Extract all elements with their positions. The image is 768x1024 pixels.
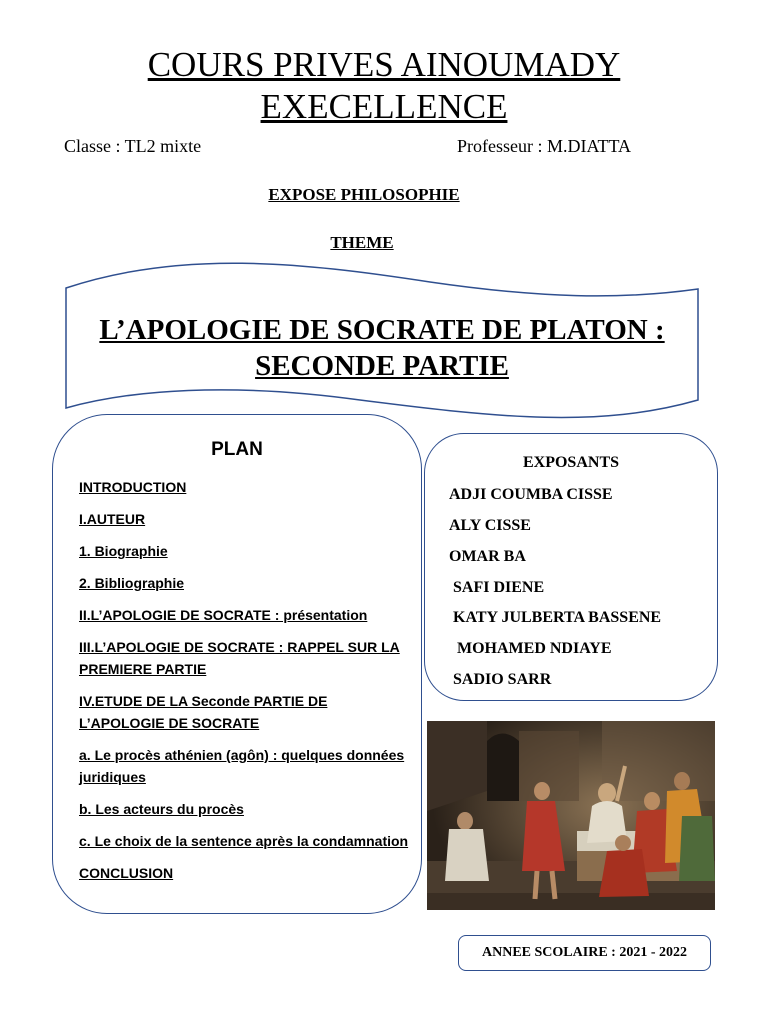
plan-box xyxy=(52,414,422,914)
presenter-name: SADIO SARR xyxy=(453,671,552,688)
plan-item: c. Le choix de la sentence après la condamnation xyxy=(79,833,409,849)
theme-label: THEME xyxy=(330,233,394,252)
class-label: Classe : TL2 mixte xyxy=(64,136,202,156)
death-of-socrates-painting xyxy=(427,721,715,910)
title-line2: SECONDE PARTIE xyxy=(255,350,509,382)
document-title xyxy=(66,312,698,384)
presenter-name: MOHAMED NDIAYE xyxy=(457,640,612,657)
title-line1: L’APOLOGIE DE SOCRATE DE PLATON : xyxy=(99,314,665,346)
presenters-title: EXPOSANTS xyxy=(522,454,620,471)
plan-list xyxy=(79,476,414,894)
presenter-name: ALY CISSE xyxy=(449,517,531,534)
plan-item: II.L’APOLOGIE DE SOCRATE : présentation xyxy=(79,607,368,623)
school-name-line2: EXECELLENCE xyxy=(260,87,508,126)
plan-item: 2. Bibliographie xyxy=(79,575,185,591)
plan-title: PLAN xyxy=(211,439,263,460)
presenter-name: SAFI DIENE xyxy=(453,579,545,596)
presenter-name: ADJI COUMBA CISSE xyxy=(449,486,613,503)
plan-item: a. Le procès athénien (agôn) : quelques données juridiques xyxy=(79,747,405,785)
school-year-box: ANNEE SCOLAIRE : 2021 - 2022 xyxy=(458,935,711,971)
plan-item: III.L’APOLOGIE DE SOCRATE : RAPPEL SUR LA PREMIERE PARTIE xyxy=(79,639,400,677)
presenter-name: KATY JULBERTA BASSENE xyxy=(453,609,662,626)
teacher-label: Professeur : M.DIATTA xyxy=(457,136,632,156)
plan-item: CONCLUSION xyxy=(79,865,174,881)
plan-item: 1. Biographie xyxy=(79,543,168,559)
presenters-box xyxy=(424,433,718,701)
expose-heading: EXPOSE PHILOSOPHIE xyxy=(268,185,460,204)
plan-item: INTRODUCTION xyxy=(79,479,187,495)
plan-item: I.AUTEUR xyxy=(79,511,146,527)
presenter-name: OMAR BA xyxy=(449,548,526,565)
plan-item: b. Les acteurs du procès xyxy=(79,801,244,817)
school-name-line1: COURS PRIVES AINOUMADY xyxy=(147,45,621,84)
plan-item: IV.ETUDE DE LA Seconde PARTIE DE L’APOLOGIE DE SOCRATE xyxy=(79,693,328,731)
